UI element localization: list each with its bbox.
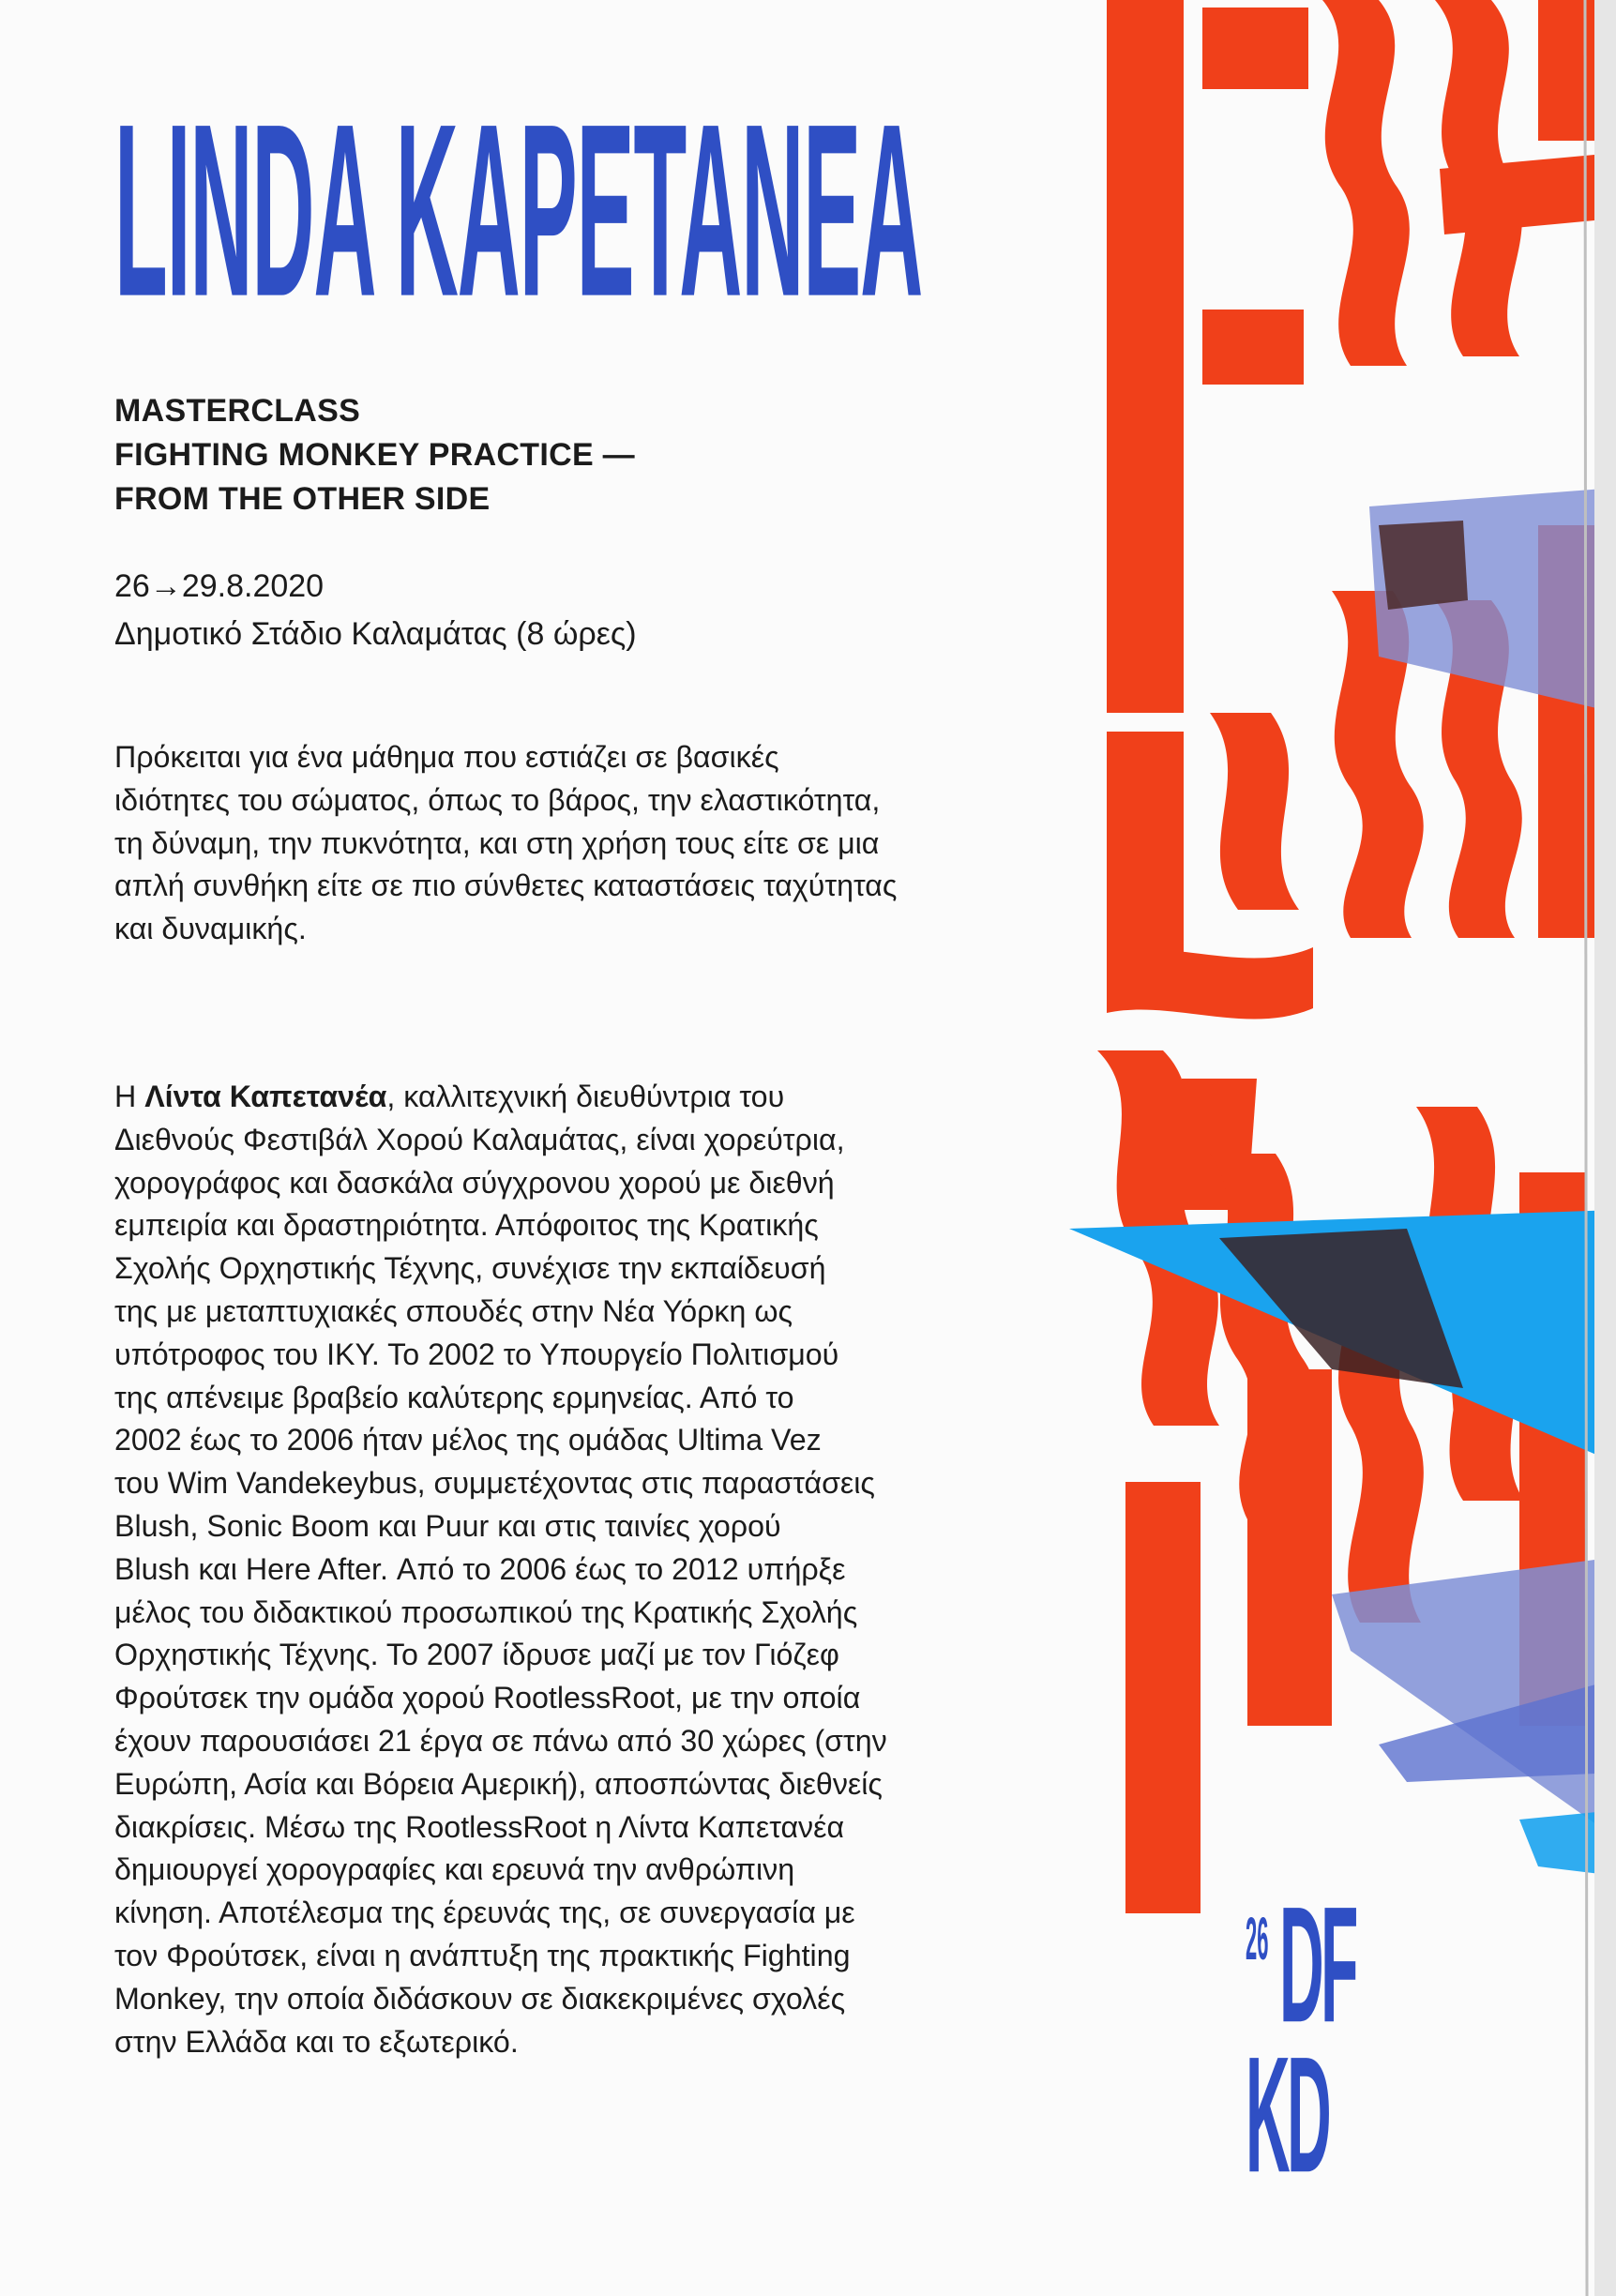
paragraph-line: της με μεταπτυχιακές σπουδές στην Νέα Υόρκη ως	[114, 1293, 793, 1328]
logo-bottom-letters: KD	[1246, 2022, 1329, 2208]
paragraph-line: και δυναμικής.	[114, 912, 307, 946]
event-info	[114, 563, 637, 658]
paragraph-line: Blush, Sonic Boom και Puur και στις ταινίες χορού	[114, 1508, 781, 1543]
paragraph-line: μέλος του διδακτικού προσωπικού της Κρατικής Σχολής	[114, 1594, 858, 1629]
bio-prefix: Η	[114, 1080, 145, 1113]
paragraph-line: χορογράφος και δασκάλα σύγχρονου χορού με διεθνή	[114, 1165, 835, 1200]
paragraph-line: τη δύναμη, την πυκνότητα, και στη χρήση τους είτε σε μια	[114, 825, 880, 860]
paragraph-line: Φρούτσεκ την ομάδα χορού RootlessRoot, με την οποία	[114, 1681, 861, 1715]
blue-shapes	[1069, 488, 1616, 1876]
paragraph-line: Ορχηστικής Τέχνης. Το 2007 ίδρυσε μαζί με τον Γιόζεφ	[114, 1638, 839, 1672]
bio-name: Λίντα Καπετανέα	[144, 1080, 387, 1113]
paragraph-line: υπότροφος του ΙΚΥ. Το 2002 το Υπουργείο Πολιτισμού	[114, 1337, 839, 1371]
paragraph-line: Monkey, την οποία διδάσκουν σε διακεκριμένες σχολές	[114, 1981, 846, 2016]
headline-line: FIGHTING MONKEY PRACTICE —	[114, 437, 635, 473]
paragraph-line: του Wim Vandekeybus, συμμετέχοντας στις παραστάσεις	[114, 1466, 875, 1501]
event-venue: Δημοτικό Στάδιο Καλαμάτας (8 ώρες)	[114, 616, 637, 652]
intro-paragraph	[114, 736, 1015, 951]
page-title: LINDA KAPETANEA	[114, 74, 923, 349]
logo-top-letters: DF	[1279, 1872, 1355, 2058]
paragraph-line: στην Ελλάδα και το εξωτερικό.	[114, 2024, 519, 2059]
paragraph-line: εμπειρία και δραστηριότητα. Απόφοιτος της Κρατικής	[114, 1208, 819, 1243]
paragraph-line: ιδιότητες του σώματος, όπως το βάρος, την ελαστικότητα,	[114, 782, 881, 817]
festival-logo	[1246, 1872, 1386, 2208]
binding-strip	[1594, 0, 1616, 2296]
paragraph-line	[114, 1076, 1015, 1119]
paragraph-line: Σχολής Ορχηστικής Τέχνης, συνέχισε την εκπαίδευσή	[114, 1251, 826, 1286]
logo-number: 26	[1246, 1906, 1269, 1973]
paragraph-line: Διεθνούς Φεστιβάλ Χορού Καλαμάτας, είναι χορεύτρια,	[114, 1122, 845, 1156]
event-dates: 26→29.8.2020	[114, 568, 325, 604]
text-column	[114, 74, 1052, 2059]
paragraph-line: δημιουργεί χορογραφίες και ερευνά την ανθρώπινη	[114, 1852, 795, 1887]
paragraph-line: της απένειμε βραβείο καλύτερης ερμηνείας. Από το	[114, 1380, 794, 1414]
paragraph-line: διακρίσεις. Μέσω της RootlessRoot η Λίντα Καπετανέα	[114, 1809, 845, 1844]
paragraph-line: τον Φρούτσεκ, είναι η ανάπτυξη της πρακτικής Fighting	[114, 1938, 851, 1972]
paragraph-line: απλή συνθήκη είτε σε πιο σύνθετες καταστάσεις ταχύτητας	[114, 869, 898, 903]
paragraph-line: κίνηση. Αποτέλεσμα της έρευνάς της, σε συνεργασία με	[114, 1896, 855, 1930]
bio-first-line-rest: , καλλιτεχνική διευθύντρια του	[386, 1080, 785, 1113]
paragraph-line: Ευρώπη, Ασία και Βόρεια Αμερική), αποσπώντας διεθνείς	[114, 1766, 883, 1801]
headline-line: MASTERCLASS	[114, 393, 361, 429]
red-wavy-letterforms	[1097, 0, 1599, 1913]
bio-paragraph	[114, 1076, 1015, 2063]
paragraph-line: Πρόκειται για ένα μάθημα που εστιάζει σε βασικές	[114, 740, 779, 774]
paragraph-line: Blush και Here After. Από το 2006 έως το 2012 υπήρξε	[114, 1551, 846, 1586]
masterclass-headline	[114, 389, 635, 521]
headline-line: FROM THE OTHER SIDE	[114, 481, 491, 517]
page-edge	[1585, 0, 1587, 2296]
paragraph-line: 2002 έως το 2006 ήταν μέλος της ομάδας Ultima Vez	[114, 1423, 822, 1458]
paragraph-line: έχουν παρουσιάσει 21 έργα σε πάνω από 30 χώρες (στην	[114, 1723, 887, 1758]
